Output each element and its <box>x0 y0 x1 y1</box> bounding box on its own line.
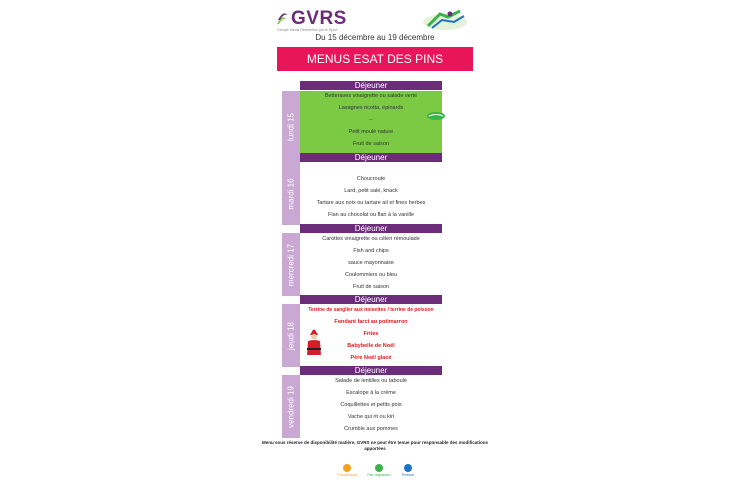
menu-item: Coulommiers ou bleu <box>345 272 397 278</box>
day-sidebar <box>282 304 300 367</box>
vegetarian-leaf-icon <box>426 111 446 121</box>
day-label: mercredi 17 <box>286 243 296 286</box>
meal-header: Déjeuner <box>300 295 442 304</box>
badge-label: Poisson <box>401 473 415 477</box>
santa-claus-icon <box>304 327 324 359</box>
menu-item: Escalope à la crème <box>346 390 396 396</box>
runner-illustration-icon <box>420 8 470 32</box>
menu-item: Vache qui rit ou kiri <box>347 414 395 420</box>
menu-item: Père Noël glacé <box>350 355 392 361</box>
menu-item: Fish and chips <box>353 248 389 254</box>
menu-item: Fruit de saison <box>352 284 390 290</box>
menu-item: Fondant farci au potimarron <box>334 319 408 325</box>
menu-item: Crumble aux pommes <box>344 426 398 432</box>
gvrs-logo <box>275 8 365 34</box>
day-sidebar <box>282 233 300 296</box>
meal-items <box>300 376 442 438</box>
day-label: vendredi 19 <box>286 385 296 428</box>
meal-header: Déjeuner <box>300 366 442 375</box>
meal-header: Déjeuner <box>300 224 442 233</box>
meal-items <box>300 234 442 296</box>
badge-fish <box>391 464 425 477</box>
menu-item: Frites <box>363 331 379 337</box>
menu-item: Babybelle de Noël <box>347 343 395 349</box>
date-range: Du 15 décembre au 19 décembre <box>315 33 435 42</box>
day-sidebar <box>282 375 300 438</box>
menu-item: Salade de lentilles ou taboulé <box>335 378 407 384</box>
menu-item: sauce mayonnaise <box>348 260 394 266</box>
menu-item: Flan au chocolat ou flan à la vanille <box>328 212 414 218</box>
menu-item: Carottes vinaigrette ou céleri rémoulade <box>322 236 420 242</box>
day-label: lundi 15 <box>286 112 296 142</box>
logo-text: GVRS <box>291 8 347 29</box>
meal-header: Déjeuner <box>300 81 442 90</box>
day-block-tuesday <box>282 153 442 225</box>
day-block-thursday <box>282 295 442 367</box>
badge-label: Produit local <box>337 473 357 477</box>
meal-items <box>300 163 442 225</box>
day-label: jeudi 18 <box>286 321 296 350</box>
menu-item: Choucroute <box>356 176 386 182</box>
day-label: mardi 16 <box>286 177 296 210</box>
flame-logo-icon <box>275 10 289 28</box>
menu-item: Betteraves vinaigrette ou salade verte <box>324 93 418 99</box>
meal-items <box>300 91 442 153</box>
badge-local-product <box>330 464 364 477</box>
menu-item: Fruit de saison <box>352 141 390 147</box>
logo-tagline: Groupe Varois Réinsertion par le Sport <box>277 28 338 32</box>
meal-header: Déjeuner <box>300 153 442 162</box>
menu-item: Lasagnes ricotta, épinards <box>338 105 404 111</box>
day-block-friday <box>282 366 442 438</box>
menu-item: -- <box>369 117 373 123</box>
menu-item: Lard, petit salé, knack <box>344 188 398 194</box>
vegetarian-icon <box>375 464 383 472</box>
menu-item: Coquillettes et petits pois <box>340 402 402 408</box>
menu-item: Petit moulé nature <box>348 129 394 135</box>
menu-item: Terrine de sanglier aux noisettes / terrine de poisson <box>308 307 434 313</box>
fish-icon <box>404 464 412 472</box>
disclaimer-note: Menu sous réserve de disponibilité matière, GVRS ne peut être tenue pour responsable des modifications apportées <box>261 440 489 451</box>
day-sidebar <box>282 162 300 225</box>
day-block-wednesday <box>282 224 442 296</box>
badge-label: Plat végétarien <box>367 473 391 477</box>
menu-title-banner: MENUS ESAT DES PINS <box>277 47 473 71</box>
day-block-monday <box>282 81 442 163</box>
menu-item: Tartare aux noix ou tartare ail et fines herbes <box>316 200 426 206</box>
local-product-icon <box>343 464 351 472</box>
